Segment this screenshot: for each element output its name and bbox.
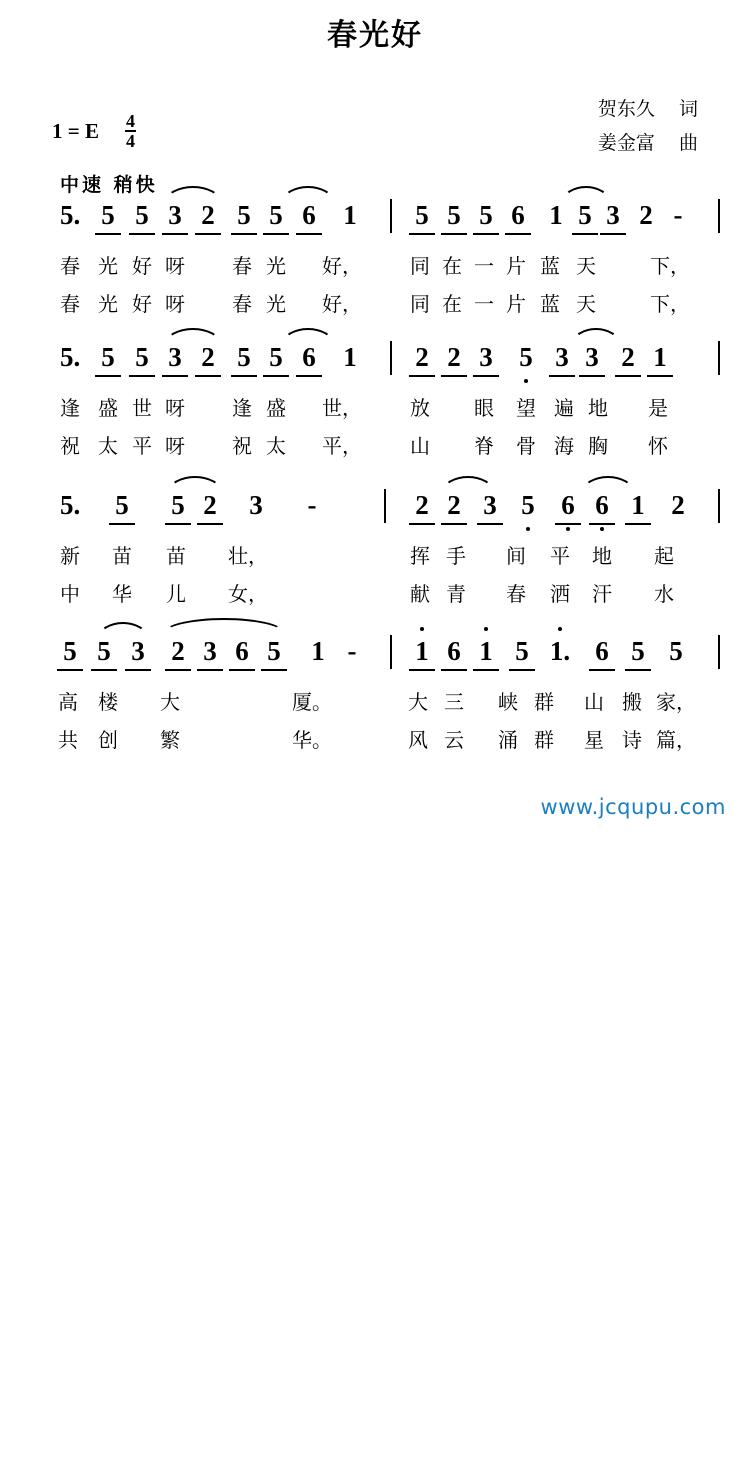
slur-icon [162, 618, 286, 634]
system-2-lyrics-verse-2 [52, 432, 698, 470]
lyric: 是 [648, 396, 668, 420]
barline [390, 199, 392, 233]
barline [718, 341, 720, 375]
lyric: 平， [322, 434, 362, 458]
system-3 [52, 490, 698, 618]
note: 3 [480, 490, 500, 520]
time-signature [125, 112, 136, 151]
lyric: 风 [408, 728, 428, 752]
lyric: 太 [266, 434, 286, 458]
note: 5 [94, 636, 114, 666]
lyric: 大 [408, 690, 428, 714]
lyric: 群 [534, 690, 554, 714]
note: 5. [60, 200, 81, 230]
lyric: 中 [60, 582, 80, 606]
lyric: 春 [232, 254, 252, 278]
system-2-notes [52, 342, 698, 394]
tempo-marking: 中速 稍快 [60, 174, 158, 196]
lyric: 厦。 [292, 690, 332, 714]
system-3-notes [52, 490, 698, 542]
lyric: 海 [554, 434, 574, 458]
lyric: 逢 [232, 396, 252, 420]
lyric: 望 [516, 396, 536, 420]
key-label: 1 = E [52, 118, 99, 143]
note: 5 [264, 636, 284, 666]
note: - [673, 200, 683, 230]
note: 5 [132, 342, 152, 372]
note: 2 [444, 490, 464, 520]
note: 5 [512, 636, 532, 666]
lyric: 挥 [410, 544, 430, 568]
note: - [307, 490, 317, 520]
lyric: 地 [588, 396, 608, 420]
lyric: 云 [444, 728, 464, 752]
lyric: 好 [132, 292, 152, 316]
lyric: 春 [506, 582, 526, 606]
note: 5 [168, 490, 188, 520]
lyric: 好， [322, 292, 362, 316]
note: 5 [112, 490, 132, 520]
note: 2 [444, 342, 464, 372]
note: 3 [552, 342, 572, 372]
lyric: 春 [60, 254, 80, 278]
lyric: 放 [410, 396, 430, 420]
note: 5 [669, 636, 683, 666]
note: 5 [98, 342, 118, 372]
lyric: 天 [576, 292, 596, 316]
note: 5 [234, 200, 254, 230]
lyric: 逢 [60, 396, 80, 420]
lyric: 世 [132, 396, 152, 420]
note: 1 [476, 636, 496, 666]
note: 5 [98, 200, 118, 230]
lyric: 间 [506, 544, 526, 568]
lyric: 创 [98, 728, 118, 752]
credits [598, 92, 698, 160]
note: 6 [592, 636, 612, 666]
lyric: 一 [474, 254, 494, 278]
lyric: 平 [550, 544, 570, 568]
note: 6 [299, 342, 319, 372]
note: 5 [476, 200, 496, 230]
lyric: 在 [442, 254, 462, 278]
lyric: 苗 [112, 544, 132, 568]
note: 5 [266, 342, 286, 372]
note: 3 [582, 342, 602, 372]
barline [718, 489, 720, 523]
lyric: 搬 [622, 690, 642, 714]
lyric: 水 [654, 582, 674, 606]
lyric: 在 [442, 292, 462, 316]
system-4 [52, 636, 698, 764]
note: 6 [558, 490, 578, 520]
note: 3 [476, 342, 496, 372]
time-signature-denominator: 4 [125, 131, 135, 152]
note: 5 [132, 200, 152, 230]
note: - [347, 636, 357, 666]
note: 6 [592, 490, 612, 520]
time-signature-numerator: 4 [125, 111, 135, 131]
note: 6 [299, 200, 319, 230]
lyric: 高 [58, 690, 78, 714]
lyric: 家， [656, 690, 696, 714]
lyric: 手 [446, 544, 466, 568]
lyric: 同 [410, 292, 430, 316]
lyric: 峡 [498, 690, 518, 714]
lyric: 祝 [60, 434, 80, 458]
system-3-lyrics-verse-1 [52, 542, 698, 580]
lyric: 脊 [474, 434, 494, 458]
lyric: 星 [584, 728, 604, 752]
lyric: 呀 [165, 396, 185, 420]
note: 1 [311, 636, 325, 666]
note: 5 [444, 200, 464, 230]
lyric: 献 [410, 582, 430, 606]
website-watermark: www.jcqupu.com [540, 795, 726, 819]
lyric: 光 [98, 254, 118, 278]
key-signature [52, 112, 136, 151]
system-4-lyrics-verse-1 [52, 688, 698, 726]
lyric: 春 [60, 292, 80, 316]
lyric: 洒 [550, 582, 570, 606]
lyric: 好， [322, 254, 362, 278]
lyric: 世， [322, 396, 362, 420]
note: 2 [412, 490, 432, 520]
barline [718, 635, 720, 669]
page-title: 春光好 [327, 18, 423, 53]
lyric: 华。 [292, 728, 332, 752]
lyric: 女， [228, 582, 268, 606]
note: 2 [412, 342, 432, 372]
lyricist-credit: 贺东久 词 [597, 98, 698, 120]
note: 1 [628, 490, 648, 520]
lyric: 光 [266, 254, 286, 278]
note: 1 [650, 342, 670, 372]
lyric: 太 [98, 434, 118, 458]
lyric: 苗 [166, 544, 186, 568]
lyric: 盛 [266, 396, 286, 420]
system-1 [52, 200, 698, 328]
lyric: 平 [132, 434, 152, 458]
lyric: 华 [112, 582, 132, 606]
lyric: 下， [650, 292, 690, 316]
note: 3 [128, 636, 148, 666]
note: 2 [198, 342, 218, 372]
lyric: 片 [506, 254, 526, 278]
system-1-notes [52, 200, 698, 252]
barline [390, 635, 392, 669]
note: 2 [200, 490, 220, 520]
lyric: 同 [410, 254, 430, 278]
lyric: 春 [232, 292, 252, 316]
lyric: 骨 [516, 434, 536, 458]
lyric: 汗 [592, 582, 612, 606]
note: 1. [546, 636, 574, 666]
lyric: 胸 [588, 434, 608, 458]
note: 2 [618, 342, 638, 372]
system-4-lyrics-verse-2 [52, 726, 698, 764]
lyric: 诗 [622, 728, 642, 752]
lyric: 地 [592, 544, 612, 568]
note: 6 [508, 200, 528, 230]
system-1-lyrics-verse-2 [52, 290, 698, 328]
system-4-notes [52, 636, 698, 688]
note: 3 [165, 200, 185, 230]
barline [384, 489, 386, 523]
system-1-lyrics-verse-1 [52, 252, 698, 290]
note: 5. [60, 342, 81, 372]
system-3-lyrics-verse-2 [52, 580, 698, 618]
lyric: 好 [132, 254, 152, 278]
lyric: 怀 [648, 434, 668, 458]
note: 3 [249, 490, 263, 520]
note: 1 [343, 200, 357, 230]
note: 1 [549, 200, 563, 230]
lyric: 大 [160, 690, 180, 714]
lyric: 篇， [656, 728, 696, 752]
lyric: 一 [474, 292, 494, 316]
note: 5 [60, 636, 80, 666]
lyric: 新 [60, 544, 80, 568]
note: 5. [60, 490, 81, 520]
note: 6 [232, 636, 252, 666]
lyric: 片 [506, 292, 526, 316]
note: 5 [412, 200, 432, 230]
lyric: 楼 [98, 690, 118, 714]
lyric: 涌 [498, 728, 518, 752]
note: 5 [516, 342, 536, 372]
lyric: 群 [534, 728, 554, 752]
lyric: 蓝 [540, 292, 560, 316]
note: 1 [343, 342, 357, 372]
lyric: 山 [410, 434, 430, 458]
lyric: 蓝 [540, 254, 560, 278]
lyric: 山 [584, 690, 604, 714]
composer-credit: 姜金富 曲 [597, 132, 698, 154]
note: 2 [198, 200, 218, 230]
lyric: 呀 [165, 434, 185, 458]
note: 2 [671, 490, 685, 520]
system-2 [52, 342, 698, 470]
lyric: 天 [576, 254, 596, 278]
lyric: 共 [58, 728, 78, 752]
barline [390, 341, 392, 375]
note: 5 [266, 200, 286, 230]
lyric: 起 [654, 544, 674, 568]
note: 3 [200, 636, 220, 666]
lyric: 三 [444, 690, 464, 714]
lyric: 青 [446, 582, 466, 606]
note: 2 [168, 636, 188, 666]
lyric: 呀 [165, 254, 185, 278]
lyric: 遍 [554, 396, 574, 420]
note: 3 [165, 342, 185, 372]
lyric: 眼 [474, 396, 494, 420]
barline [718, 199, 720, 233]
lyric: 光 [98, 292, 118, 316]
system-2-lyrics-verse-1 [52, 394, 698, 432]
lyric: 光 [266, 292, 286, 316]
note: 5 [518, 490, 538, 520]
note: 2 [639, 200, 653, 230]
note: 6 [444, 636, 464, 666]
lyric: 儿 [166, 582, 186, 606]
note: 3 [603, 200, 623, 230]
lyric: 盛 [98, 396, 118, 420]
note: 5 [575, 200, 595, 230]
lyric: 下， [650, 254, 690, 278]
note: 1 [412, 636, 432, 666]
note: 5 [234, 342, 254, 372]
lyric: 壮， [228, 544, 268, 568]
note: 5 [628, 636, 648, 666]
lyric: 繁 [160, 728, 180, 752]
lyric: 呀 [165, 292, 185, 316]
lyric: 祝 [232, 434, 252, 458]
